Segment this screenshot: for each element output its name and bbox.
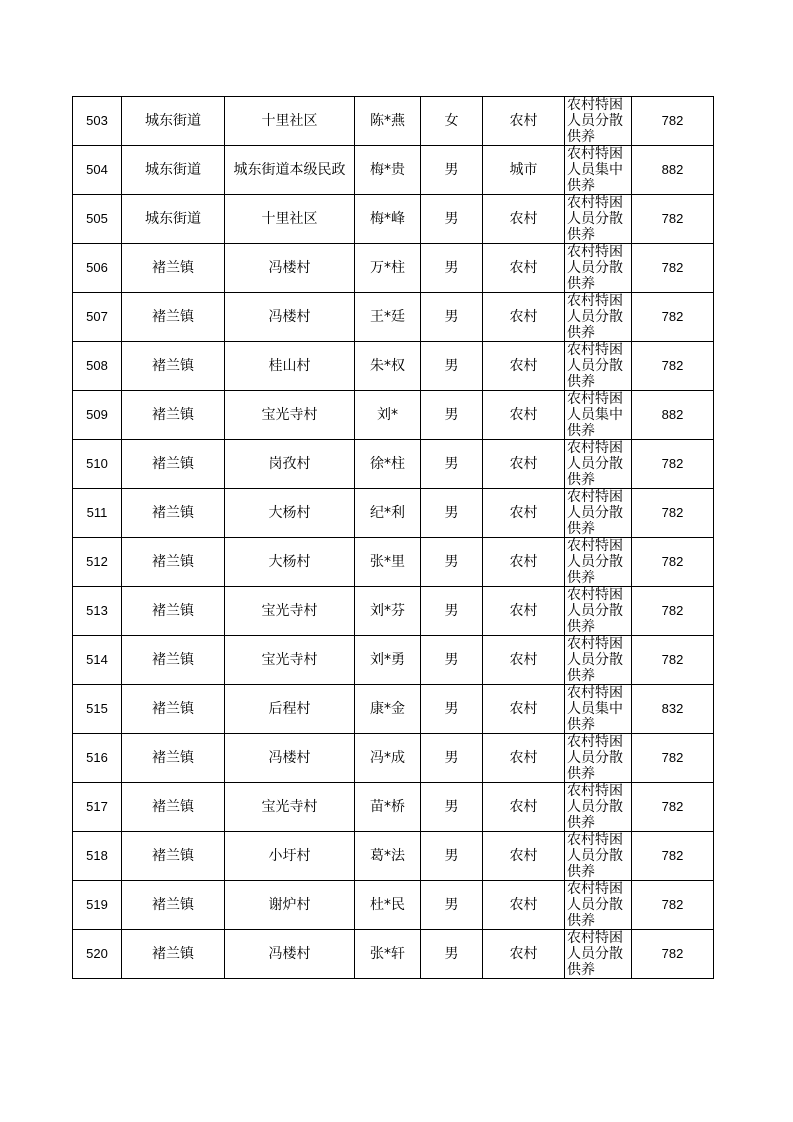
support-category-cell [565,489,632,538]
town-cell: 城东街道 [122,97,225,146]
gender-cell: 男 [421,440,483,489]
area-type-cell: 农村 [483,832,565,881]
gender-cell: 男 [421,587,483,636]
support-category-cell [565,783,632,832]
amount-cell: 782 [632,440,714,489]
amount-cell: 782 [632,342,714,391]
area-type-cell: 农村 [483,538,565,587]
support-category-text: 农村特困人员分散供养 [567,930,623,978]
area-type-cell: 农村 [483,342,565,391]
support-category-text: 农村特困人员集中供养 [567,146,623,194]
town-cell: 城东街道 [122,195,225,244]
gender-cell: 男 [421,783,483,832]
table-row [73,195,714,244]
gender-cell: 女 [421,97,483,146]
support-category-text: 农村特困人员分散供养 [567,440,623,488]
support-category-text: 农村特困人员分散供养 [567,538,623,586]
village-cell: 桂山村 [225,342,355,391]
village-cell: 冯楼村 [225,930,355,979]
village-cell: 大杨村 [225,489,355,538]
area-type-cell: 农村 [483,489,565,538]
support-category-text: 农村特困人员分散供养 [567,832,623,880]
row-number-cell: 504 [73,146,122,195]
table-row [73,489,714,538]
gender-cell: 男 [421,734,483,783]
amount-cell: 782 [632,97,714,146]
amount-cell: 782 [632,244,714,293]
gender-cell: 男 [421,685,483,734]
person-name-cell: 冯*成 [355,734,421,783]
support-category-cell [565,930,632,979]
amount-cell: 782 [632,293,714,342]
table-row [73,881,714,930]
amount-cell: 832 [632,685,714,734]
person-name-cell: 朱*权 [355,342,421,391]
row-number-cell: 518 [73,832,122,881]
support-category-cell [565,734,632,783]
support-category-cell [565,440,632,489]
table-row [73,440,714,489]
table-row [73,783,714,832]
row-number-cell: 516 [73,734,122,783]
person-name-cell: 张*轩 [355,930,421,979]
amount-cell: 882 [632,391,714,440]
town-cell: 褚兰镇 [122,538,225,587]
amount-cell: 782 [632,636,714,685]
town-cell: 褚兰镇 [122,832,225,881]
area-type-cell: 农村 [483,244,565,293]
table-row [73,734,714,783]
row-number-cell: 507 [73,293,122,342]
table-row [73,293,714,342]
person-name-cell: 陈*燕 [355,97,421,146]
row-number-cell: 513 [73,587,122,636]
town-cell: 褚兰镇 [122,293,225,342]
support-category-cell [565,391,632,440]
town-cell: 褚兰镇 [122,783,225,832]
town-cell: 褚兰镇 [122,244,225,293]
village-cell: 十里社区 [225,195,355,244]
gender-cell: 男 [421,538,483,587]
row-number-cell: 512 [73,538,122,587]
village-cell: 岗孜村 [225,440,355,489]
person-name-cell: 王*廷 [355,293,421,342]
town-cell: 褚兰镇 [122,930,225,979]
village-cell: 宝光寺村 [225,636,355,685]
person-name-cell: 万*柱 [355,244,421,293]
village-cell: 大杨村 [225,538,355,587]
town-cell: 褚兰镇 [122,342,225,391]
support-category-text: 农村特困人员分散供养 [567,587,623,635]
gender-cell: 男 [421,391,483,440]
person-name-cell: 苗*桥 [355,783,421,832]
area-type-cell: 农村 [483,685,565,734]
amount-cell: 782 [632,734,714,783]
support-category-text: 农村特困人员分散供养 [567,489,623,537]
village-cell: 冯楼村 [225,293,355,342]
person-name-cell: 刘*勇 [355,636,421,685]
person-name-cell: 刘*芬 [355,587,421,636]
support-category-text: 农村特困人员分散供养 [567,636,623,684]
support-category-text: 农村特困人员分散供养 [567,293,623,341]
town-cell: 褚兰镇 [122,881,225,930]
person-name-cell: 杜*民 [355,881,421,930]
row-number-cell: 508 [73,342,122,391]
town-cell: 褚兰镇 [122,685,225,734]
support-category-cell [565,685,632,734]
amount-cell: 882 [632,146,714,195]
area-type-cell: 农村 [483,734,565,783]
person-name-cell: 徐*柱 [355,440,421,489]
town-cell: 褚兰镇 [122,587,225,636]
town-cell: 褚兰镇 [122,734,225,783]
row-number-cell: 509 [73,391,122,440]
area-type-cell: 农村 [483,440,565,489]
row-number-cell: 511 [73,489,122,538]
support-category-text: 农村特困人员分散供养 [567,342,623,390]
person-name-cell: 纪*利 [355,489,421,538]
gender-cell: 男 [421,244,483,293]
village-cell: 宝光寺村 [225,587,355,636]
support-category-text: 农村特困人员集中供养 [567,685,623,733]
row-number-cell: 519 [73,881,122,930]
support-category-cell [565,832,632,881]
table-row [73,244,714,293]
person-name-cell: 梅*贵 [355,146,421,195]
area-type-cell: 农村 [483,293,565,342]
row-number-cell: 505 [73,195,122,244]
town-cell: 褚兰镇 [122,391,225,440]
person-name-cell: 梅*峰 [355,195,421,244]
amount-cell: 782 [632,832,714,881]
gender-cell: 男 [421,636,483,685]
gender-cell: 男 [421,930,483,979]
village-cell: 十里社区 [225,97,355,146]
data-table [72,96,714,979]
gender-cell: 男 [421,342,483,391]
area-type-cell: 农村 [483,783,565,832]
row-number-cell: 520 [73,930,122,979]
town-cell: 褚兰镇 [122,636,225,685]
support-category-cell [565,881,632,930]
area-type-cell: 农村 [483,391,565,440]
support-category-text: 农村特困人员分散供养 [567,195,623,243]
support-category-text: 农村特困人员分散供养 [567,244,623,292]
support-category-text: 农村特困人员集中供养 [567,391,623,439]
support-category-cell [565,293,632,342]
support-category-cell [565,538,632,587]
gender-cell: 男 [421,881,483,930]
support-category-text: 农村特困人员分散供养 [567,97,623,145]
gender-cell: 男 [421,489,483,538]
support-category-cell [565,195,632,244]
village-cell: 冯楼村 [225,734,355,783]
gender-cell: 男 [421,195,483,244]
support-category-text: 农村特困人员分散供养 [567,881,623,929]
person-name-cell: 刘* [355,391,421,440]
row-number-cell: 517 [73,783,122,832]
table-row [73,636,714,685]
support-category-cell [565,587,632,636]
row-number-cell: 514 [73,636,122,685]
area-type-cell: 农村 [483,587,565,636]
amount-cell: 782 [632,783,714,832]
gender-cell: 男 [421,293,483,342]
support-category-text: 农村特困人员分散供养 [567,734,623,782]
village-cell: 小圩村 [225,832,355,881]
amount-cell: 782 [632,538,714,587]
area-type-cell: 农村 [483,97,565,146]
row-number-cell: 506 [73,244,122,293]
support-category-cell [565,146,632,195]
amount-cell: 782 [632,587,714,636]
area-type-cell: 农村 [483,636,565,685]
town-cell: 褚兰镇 [122,489,225,538]
table-row [73,391,714,440]
amount-cell: 782 [632,195,714,244]
table-body [73,97,714,979]
amount-cell: 782 [632,881,714,930]
village-cell: 冯楼村 [225,244,355,293]
town-cell: 褚兰镇 [122,440,225,489]
village-cell: 宝光寺村 [225,391,355,440]
table-row [73,146,714,195]
person-name-cell: 张*里 [355,538,421,587]
row-number-cell: 503 [73,97,122,146]
amount-cell: 782 [632,930,714,979]
support-category-cell [565,342,632,391]
person-name-cell: 葛*法 [355,832,421,881]
support-category-cell [565,244,632,293]
person-name-cell: 康*金 [355,685,421,734]
gender-cell: 男 [421,146,483,195]
row-number-cell: 515 [73,685,122,734]
table-row [73,685,714,734]
town-cell: 城东街道 [122,146,225,195]
support-category-cell [565,636,632,685]
table-row [73,97,714,146]
gender-cell: 男 [421,832,483,881]
village-cell: 谢炉村 [225,881,355,930]
table-row [73,538,714,587]
area-type-cell: 城市 [483,146,565,195]
table-row [73,832,714,881]
row-number-cell: 510 [73,440,122,489]
support-category-cell [565,97,632,146]
area-type-cell: 农村 [483,881,565,930]
village-cell: 城东街道本级民政 [225,146,355,195]
table-row [73,342,714,391]
area-type-cell: 农村 [483,930,565,979]
area-type-cell: 农村 [483,195,565,244]
table-row [73,930,714,979]
village-cell: 宝光寺村 [225,783,355,832]
amount-cell: 782 [632,489,714,538]
table-row [73,587,714,636]
village-cell: 后程村 [225,685,355,734]
support-category-text: 农村特困人员分散供养 [567,783,623,831]
